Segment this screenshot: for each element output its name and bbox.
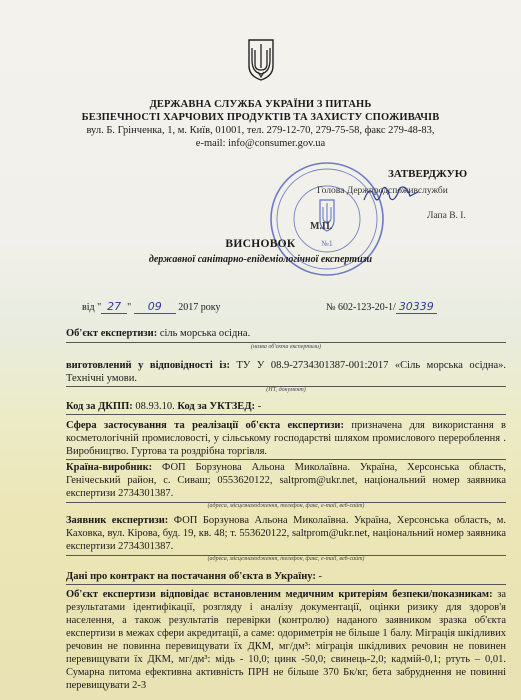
criteria-field: Об'єкт експертизи відповідає встановленим медичним критеріям безпеки/показникам: за результатами ідентифікації, розгляду і аналізу документації, оцінки ризику для здоров'я населення, а також результатів перевірки (контролю) наданого заявником зразка об'єкта експертизи в межах сфери акредитації, а саме: одориметрія не більше 1 балу. Міграція шкідливих речовин не повинна перевищувати їх ДКМ, мг/дм³: міграція шкідливих речовин не повинен перевищувати їх ДКМ, мг/дм³: мідь - 10,0; цинк -50,0; свинець-2,0; кадмій-0,1; ртуть – 0,01. Сумарна питома ефективна активність ПРН не більше 370 Бк/кг, бета забруднення не повинні перевищувати 2-3	[66, 589, 506, 691]
trident-emblem	[246, 38, 276, 82]
date-day: 27	[101, 300, 127, 314]
made-according-field: виготовлений у відповідності із: ТУ У 08.9-2734301387-001:2017 «Сіль морська осідна». Технічні умови.	[66, 360, 506, 384]
org-name-line2: БЕЗПЕЧНОСТІ ХАРЧОВИХ ПРОДУКТІВ ТА ЗАХИСТУ СПОЖИВАЧІВ	[81, 112, 440, 123]
document-title: ВИСНОВОК	[225, 238, 296, 250]
approval-name: Лапа В. І.	[427, 211, 466, 221]
divider	[66, 414, 506, 415]
object-field: Об'єкт експертизи: сіль морська осідна.	[66, 328, 251, 339]
divider	[66, 342, 506, 343]
document-number: № 602-123-20-1/ 30339	[326, 300, 437, 313]
signature	[360, 180, 420, 208]
org-email: e-mail: info@consumer.gov.ua	[195, 138, 326, 149]
applicant-caption: (адреса, місцезнаходження, телефон, факс, e-mail, веб-сайт)	[207, 556, 365, 562]
object-caption: (назва об'єкта експертизи)	[250, 344, 321, 350]
made-caption: (НТ, документ)	[266, 387, 306, 393]
applicant-field: Заявник експертизи: ФОП Борзунова Альона Миколаївна. Україна, Херсонська область, м. Каховка, вул. Кірова, буд. 19, кв. 48; т. 553620122, saltprom@ukr.net, національний номер заявника експертизи 2734301387.	[66, 515, 507, 552]
contract-field: Дані про контракт на постачання об'єкта в Україну: -	[66, 571, 322, 582]
sphere-field: Сфера застосування та реалізації об'єкта експертизи: призначена для використання в косметологічній промисловості, у сільському господарстві шляхом промислового перероблення . Виробництво. Гуртова та роздрібна торгівля.	[66, 420, 506, 457]
codes-field: Код за ДКПП: 08.93.10. Код за УКТЗЕД: -	[66, 401, 262, 412]
date-month: 09	[134, 300, 176, 314]
approval-position: Голова Держпродспоживслужби	[317, 186, 448, 196]
approval-title: ЗАТВЕРДЖУЮ	[388, 168, 468, 180]
document-date: від " 27 " 09 2017 року	[82, 300, 221, 313]
document-number-handwritten: 30339	[396, 300, 437, 314]
country-field: Країна-виробник: ФОП Борзунова Альона Миколаївна. Україна, Херсонська область, Генічеський район, с. Сиваш; 0553620122, saltprom@ukr.net, національний номер заявника експертизи 2734301387.	[66, 462, 506, 499]
org-address: вул. Б. Грінченка, 1, м. Київ, 01001, тел. 279-12-70, 279-75-58, факс 279-48-83,	[86, 125, 435, 136]
divider	[66, 584, 506, 585]
org-name-line1: ДЕРЖАВНА СЛУЖБА УКРАЇНИ З ПИТАНЬ	[149, 99, 372, 110]
document-subtitle: державної санітарно-епідеміологічної експертизи	[148, 254, 373, 265]
country-caption: (адреса, місцезнаходження, телефон, факс, e-mail, веб-сайт)	[207, 503, 365, 509]
seal-mp-label: М.П.	[310, 221, 333, 232]
date-year: 2017 року	[178, 302, 221, 313]
svg-text:№1: №1	[321, 239, 333, 248]
divider	[66, 459, 506, 460]
